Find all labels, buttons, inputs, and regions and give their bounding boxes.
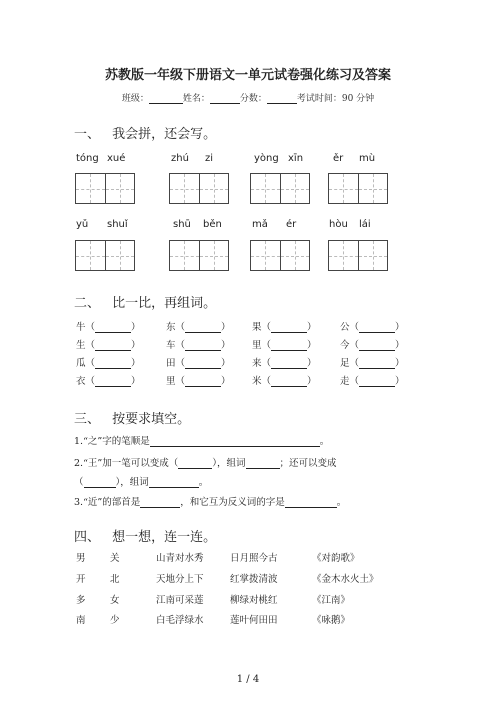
pinyin: yòng (254, 153, 279, 164)
question-text: （ (74, 477, 84, 488)
answer-blank[interactable] (246, 458, 280, 469)
writing-grid[interactable] (328, 173, 388, 204)
section-1-heading (74, 123, 216, 142)
question-text: ；还可以变成 (279, 458, 337, 469)
answer-blank[interactable] (178, 458, 212, 469)
compare-item (340, 373, 405, 387)
paren-close: ） (131, 376, 141, 387)
section-title: 比一比，再组词。 (112, 296, 217, 311)
match-item[interactable]: 南 (76, 615, 86, 626)
section-title: 我会拼，还会写。 (112, 127, 217, 142)
paren-close: ） (395, 358, 405, 369)
pinyin: xué (107, 153, 126, 164)
pinyin: mǎ (252, 219, 268, 230)
paren-open: （ (85, 340, 96, 351)
match-item[interactable]: 少 (110, 615, 120, 626)
question-text: 。 (319, 436, 330, 447)
match-item[interactable]: 开 (76, 574, 86, 585)
compare-item (166, 373, 231, 387)
answer-blank[interactable] (150, 436, 320, 447)
section-number: 二、 (74, 296, 101, 311)
character: 果 (252, 322, 262, 333)
writing-grid[interactable] (75, 240, 135, 271)
writing-grid[interactable] (328, 240, 388, 271)
compare-item (252, 373, 317, 387)
match-item[interactable]: 莲叶何田田 (230, 615, 278, 626)
character: 衣 (76, 376, 86, 387)
paren-close: ） (131, 340, 141, 351)
class-blank (149, 93, 183, 104)
section-title: 想一想，连一连。 (112, 530, 217, 545)
question-text: ，和它互为反义词的字是 (180, 497, 285, 508)
match-item[interactable]: 《江南》 (312, 595, 351, 606)
answer-blank[interactable] (95, 322, 131, 333)
paren-close: ） (221, 358, 231, 369)
paren-close: ） (307, 376, 317, 387)
character: 车 (166, 340, 176, 351)
match-item[interactable]: 山青对水秀 (156, 553, 204, 564)
paren-close: ） (395, 340, 405, 351)
character: 来 (252, 358, 262, 369)
pinyin: xīn (288, 153, 304, 164)
pinyin: tóng (76, 153, 99, 164)
name-label: 姓名： (182, 94, 210, 104)
character: 生 (76, 340, 86, 351)
compare-item (252, 355, 317, 369)
paren-close: ） (307, 340, 317, 351)
character: 今 (340, 340, 350, 351)
character: 里 (252, 340, 262, 351)
paren-close: ） (221, 340, 231, 351)
paren-close: ） (395, 322, 405, 333)
compare-item (252, 319, 317, 333)
match-item[interactable]: 多 (76, 595, 86, 606)
paren-open: （ (261, 358, 272, 369)
answer-blank[interactable] (95, 340, 131, 351)
compare-item (340, 355, 405, 369)
match-item[interactable]: 柳绿对桃红 (230, 595, 278, 606)
answer-blank[interactable] (95, 376, 131, 387)
name-blank (210, 93, 240, 104)
match-item[interactable]: 《咏鹅》 (312, 615, 351, 626)
compare-item (76, 319, 141, 333)
question-text: 。 (198, 477, 209, 488)
character: 里 (166, 376, 176, 387)
paren-open: （ (349, 358, 360, 369)
paren-open: （ (175, 340, 186, 351)
match-item[interactable]: 女 (110, 595, 120, 606)
score-blank (267, 93, 297, 104)
paren-open: （ (85, 376, 96, 387)
answer-blank[interactable] (185, 322, 221, 333)
paren-close: ） (307, 322, 317, 333)
pinyin: ér (286, 219, 297, 230)
section-4-heading (74, 526, 216, 545)
pinyin: hòu (329, 219, 348, 230)
compare-item (166, 319, 231, 333)
character: 牛 (76, 322, 86, 333)
class-label: 班级： (121, 94, 149, 104)
pinyin: yǔ (76, 219, 89, 230)
match-item[interactable]: 《金木水火土》 (312, 574, 379, 585)
pinyin: shuǐ (107, 219, 128, 230)
page-title: 苏教版一年级下册语文一单元试卷强化练习及答案 (104, 68, 391, 83)
character: 米 (252, 376, 262, 387)
answer-blank[interactable] (149, 477, 199, 488)
paren-open: （ (175, 322, 186, 333)
paren-close: ） (131, 322, 141, 333)
paren-close: ） (307, 358, 317, 369)
paren-open: （ (175, 358, 186, 369)
paren-close: ） (221, 322, 231, 333)
match-item[interactable]: 白毛浮绿水 (156, 615, 204, 626)
pinyin: lái (359, 219, 371, 230)
page-number: 1 / 4 (236, 674, 260, 685)
compare-item (76, 373, 141, 387)
answer-blank[interactable] (271, 340, 307, 351)
pinyin: shū (173, 219, 191, 230)
student-info-line (0, 91, 496, 104)
compare-item (166, 355, 231, 369)
match-item[interactable]: 天地分上下 (156, 574, 204, 585)
match-item[interactable]: 关 (110, 553, 120, 564)
paren-open: （ (261, 322, 272, 333)
answer-blank[interactable] (359, 340, 395, 351)
answer-blank[interactable] (359, 358, 395, 369)
question-text: 。 (336, 497, 347, 508)
pinyin: zi (205, 153, 214, 164)
writing-grid[interactable] (169, 173, 229, 204)
question-3 (74, 494, 346, 508)
pinyin: ěr (333, 153, 344, 164)
compare-item (340, 319, 405, 333)
pinyin: zhú (171, 153, 189, 164)
match-item[interactable]: 男 (76, 553, 86, 564)
paren-open: （ (349, 376, 360, 387)
compare-item (76, 355, 141, 369)
writing-grid[interactable] (75, 173, 135, 204)
answer-blank[interactable] (185, 340, 221, 351)
writing-grid[interactable] (169, 240, 229, 271)
question-1 (74, 433, 329, 447)
score-label: 分数： (239, 94, 267, 104)
paren-close: ） (131, 358, 141, 369)
paren-open: （ (349, 322, 360, 333)
match-item[interactable]: 红掌拨清波 (230, 574, 278, 585)
match-item[interactable]: 《对韵歌》 (312, 553, 360, 564)
question-text: ），组词 (115, 477, 149, 488)
compare-item (166, 337, 231, 351)
writing-grid[interactable] (250, 240, 310, 271)
character: 瓜 (76, 358, 86, 369)
answer-blank[interactable] (271, 322, 307, 333)
question-2 (74, 455, 337, 469)
question-text: 2.“王”加一笔可以变成（ (74, 458, 179, 469)
question-text: ），组词 (212, 458, 246, 469)
compare-item (252, 337, 317, 351)
character: 田 (166, 358, 176, 369)
character: 东 (166, 322, 176, 333)
compare-item (340, 337, 405, 351)
paren-open: （ (349, 340, 360, 351)
section-number: 三、 (74, 412, 101, 427)
answer-blank[interactable] (271, 376, 307, 387)
writing-grid[interactable] (250, 173, 310, 204)
character: 走 (340, 376, 350, 387)
compare-item (76, 337, 141, 351)
match-item[interactable]: 北 (110, 574, 120, 585)
section-number: 四、 (74, 530, 101, 545)
answer-blank[interactable] (95, 358, 131, 369)
section-title: 按要求填空。 (112, 412, 191, 427)
match-item[interactable]: 江南可采莲 (156, 595, 204, 606)
section-3-heading (74, 408, 190, 427)
time-label: 考试时间：90 分钟 (296, 94, 375, 104)
character: 公 (340, 322, 350, 333)
character: 足 (340, 358, 350, 369)
answer-blank[interactable] (271, 358, 307, 369)
pinyin: běn (203, 219, 222, 230)
answer-blank[interactable] (185, 358, 221, 369)
answer-blank[interactable] (359, 376, 395, 387)
pinyin: mù (359, 153, 376, 164)
answer-blank[interactable] (285, 497, 337, 508)
section-number: 一、 (74, 127, 101, 142)
paren-open: （ (261, 340, 272, 351)
question-text: 3.“近”的部首是 (74, 497, 141, 508)
match-item[interactable]: 日月照今古 (230, 553, 278, 564)
paren-open: （ (85, 322, 96, 333)
paren-open: （ (261, 376, 272, 387)
section-2-heading (74, 292, 216, 311)
paren-open: （ (175, 376, 186, 387)
paren-open: （ (85, 358, 96, 369)
paren-close: ） (395, 376, 405, 387)
question-text: 1.“之”字的笔顺是 (74, 436, 150, 447)
question-2-cont (74, 474, 208, 488)
answer-blank[interactable] (185, 376, 221, 387)
answer-blank[interactable] (140, 497, 180, 508)
paren-close: ） (221, 376, 231, 387)
answer-blank[interactable] (359, 322, 395, 333)
answer-blank[interactable] (84, 477, 116, 488)
